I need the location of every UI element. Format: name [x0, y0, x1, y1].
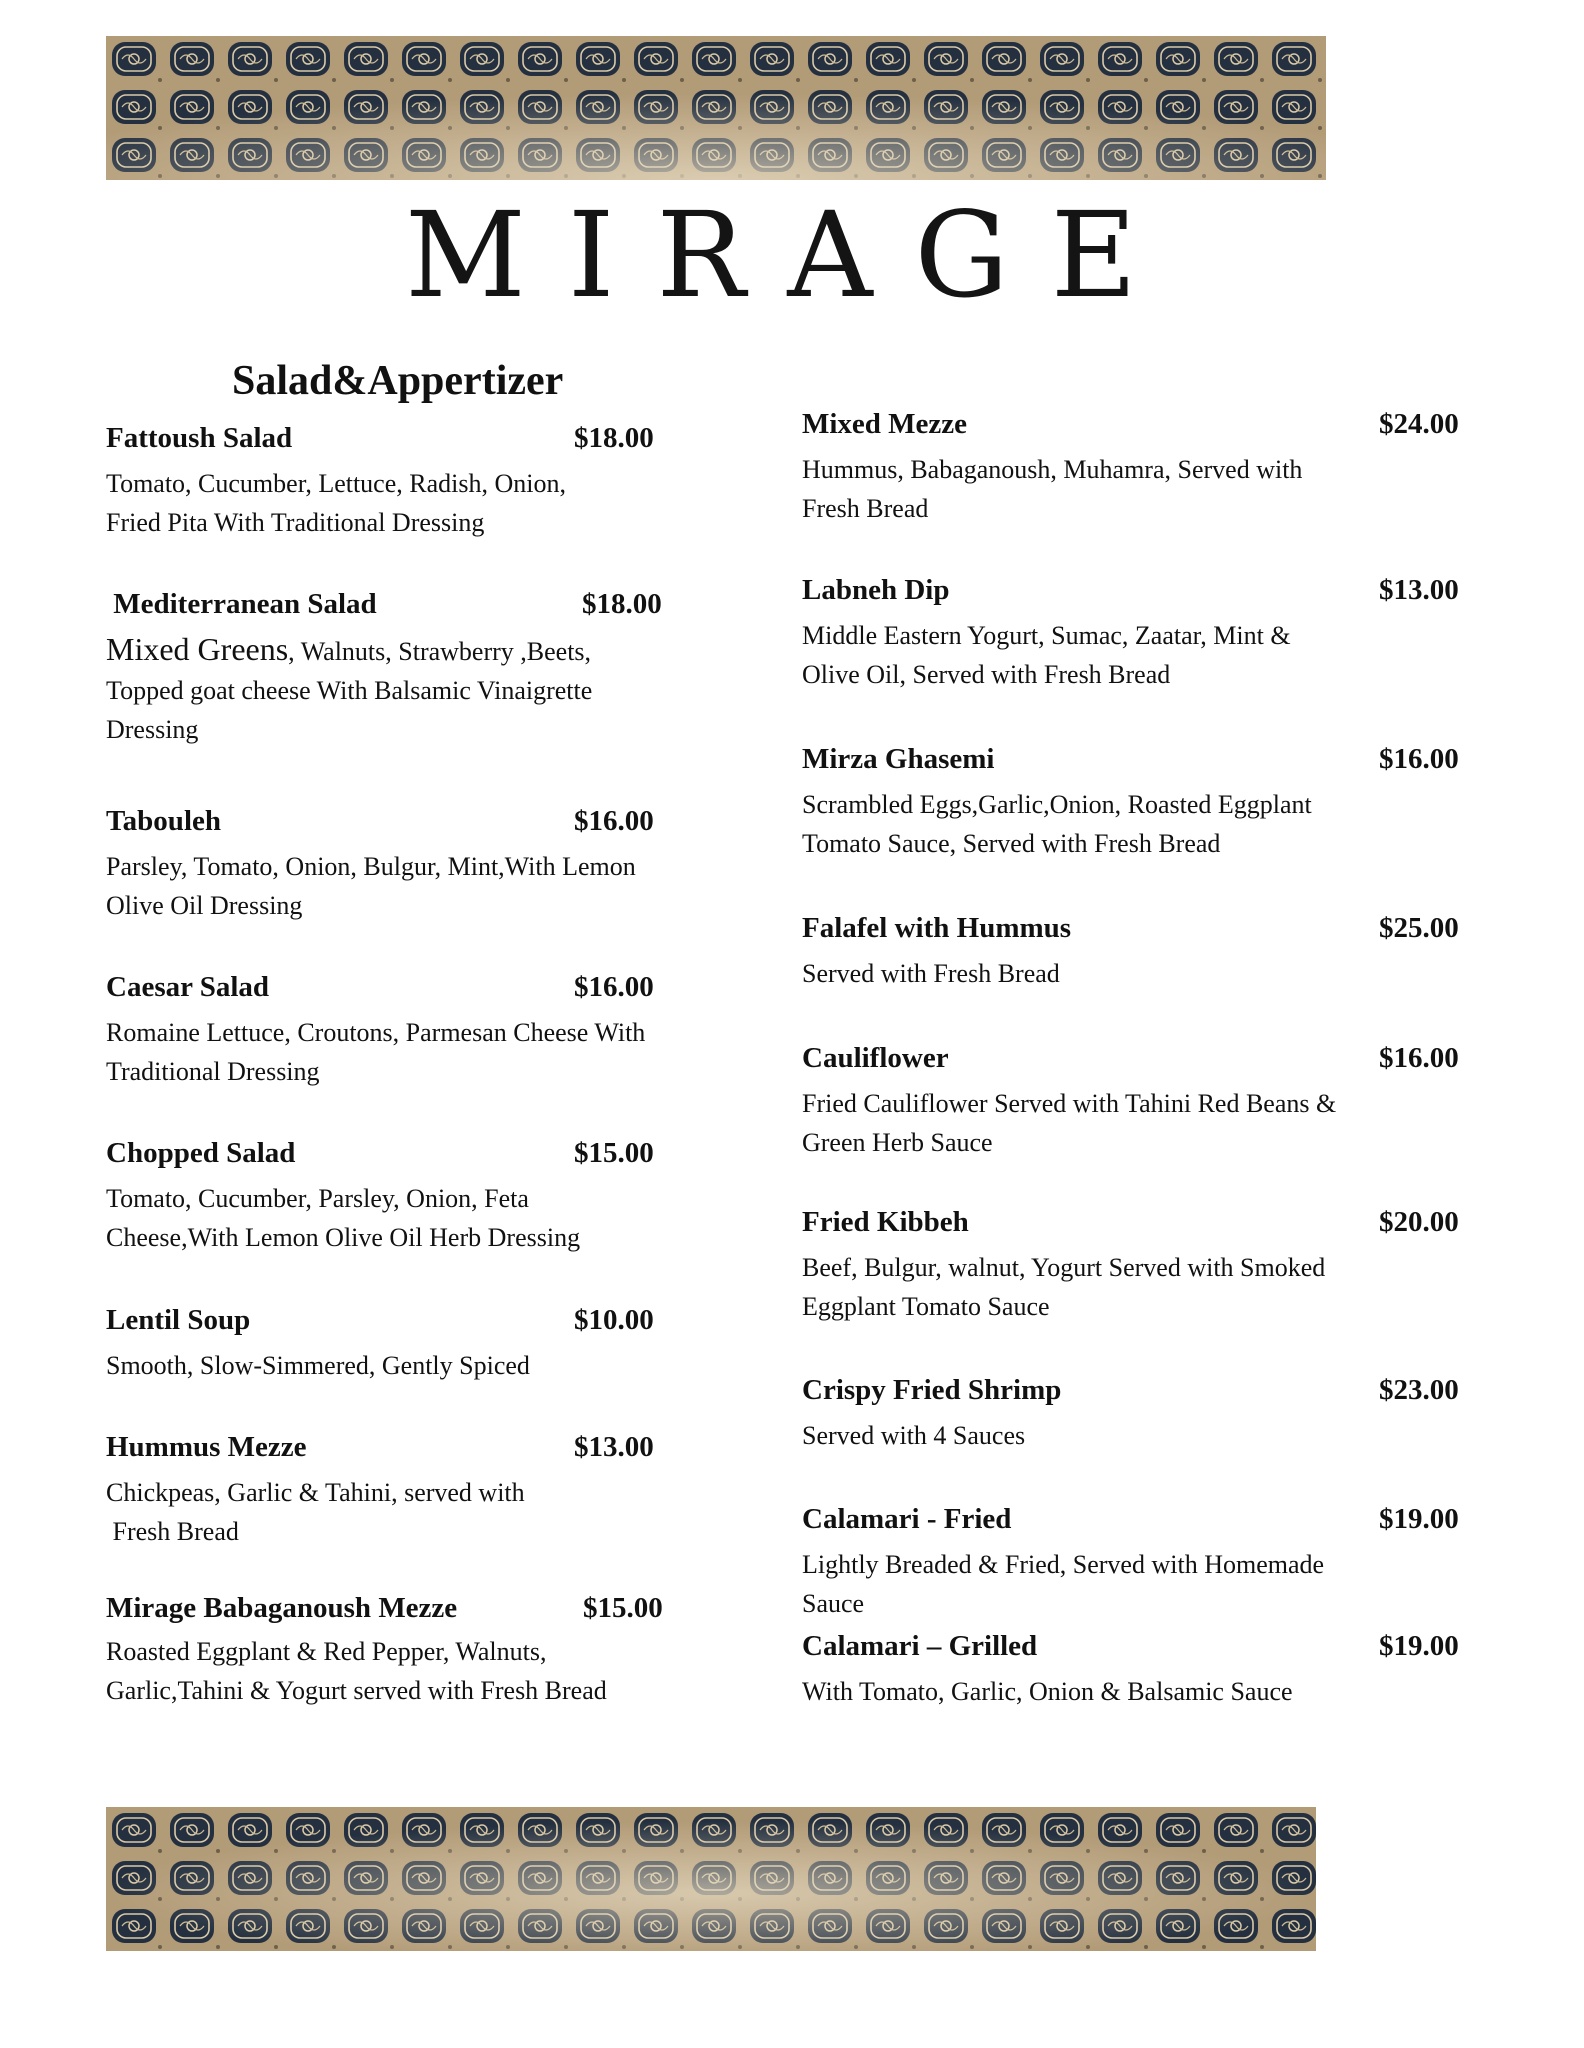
item-price: $19.00 [1379, 1630, 1459, 1662]
item-description: Mixed Greens, Walnuts, Strawberry ,Beets, Topped goat cheese With Balsamic Vinaigrette Dressing [106, 631, 593, 744]
bottom-tile-banner [106, 1807, 1316, 1951]
item-name: Caesar Salad [106, 971, 270, 1003]
item-price: $23.00 [1379, 1374, 1459, 1406]
item-description: Tomato, Cucumber, Lettuce, Radish, Onion, Fried Pita With Traditional Dressing [106, 469, 566, 537]
item-price: $10.00 [574, 1304, 654, 1336]
item-description: Tomato, Cucumber, Parsley, Onion, Feta Cheese,With Lemon Olive Oil Herb Dressing [106, 1184, 581, 1252]
item-name: Tabouleh [106, 805, 221, 837]
item-name: Mediterranean Salad [106, 588, 377, 620]
item-description: Hummus, Babaganoush, Muhamra, Served with Fresh Bread [802, 455, 1303, 523]
item-price: $16.00 [574, 805, 654, 837]
item-price: $19.00 [1379, 1503, 1459, 1535]
item-description: Scrambled Eggs,Garlic,Onion, Roasted Eggplant Tomato Sauce, Served with Fresh Bread [802, 790, 1312, 858]
item-name: Chopped Salad [106, 1137, 296, 1169]
item-description: Fried Cauliflower Served with Tahini Red Beans & Green Herb Sauce [802, 1089, 1337, 1157]
item-description: With Tomato, Garlic, Onion & Balsamic Sauce [802, 1677, 1293, 1706]
top-tile-banner [106, 36, 1326, 180]
item-name: Falafel with Hummus [802, 912, 1072, 944]
item-name: Crispy Fried Shrimp [802, 1374, 1062, 1406]
item-price: $24.00 [1379, 408, 1459, 440]
item-description: Roasted Eggplant & Red Pepper, Walnuts, Garlic,Tahini & Yogurt served with Fresh Bread [106, 1637, 607, 1705]
item-name: Fried Kibbeh [802, 1206, 969, 1238]
item-price: $13.00 [574, 1431, 654, 1463]
item-price: $13.00 [1379, 574, 1459, 606]
item-price: $15.00 [583, 1592, 663, 1624]
item-price: $16.00 [1379, 1042, 1459, 1074]
item-name: Mirage Babaganoush Mezze [106, 1592, 458, 1624]
item-description: Served with Fresh Bread [802, 959, 1060, 988]
item-price: $15.00 [574, 1137, 654, 1169]
item-name: Mirza Ghasemi [802, 743, 995, 775]
item-name: Mixed Mezze [802, 408, 968, 440]
item-name: Calamari – Grilled [802, 1630, 1038, 1662]
item-price: $20.00 [1379, 1206, 1459, 1238]
tile-pattern-image [106, 36, 1326, 180]
item-description: Lightly Breaded & Fried, Served with Homemade Sauce [802, 1550, 1325, 1618]
item-description: Parsley, Tomato, Onion, Bulgur, Mint,With Lemon Olive Oil Dressing [106, 852, 636, 920]
item-description: Chickpeas, Garlic & Tahini, served with Fresh Bread [106, 1478, 525, 1546]
item-name: Hummus Mezze [106, 1431, 307, 1463]
section-title: Salad&Appertizer [232, 358, 564, 404]
item-price: $16.00 [1379, 743, 1459, 775]
item-description: Romaine Lettuce, Croutons, Parmesan Cheese With Traditional Dressing [106, 1018, 646, 1086]
item-price: $25.00 [1379, 912, 1459, 944]
restaurant-logo: MIRAGE [405, 186, 1179, 324]
item-name: Labneh Dip [802, 574, 950, 606]
item-description: Served with 4 Sauces [802, 1421, 1026, 1450]
item-price: $18.00 [582, 588, 662, 620]
item-description: Beef, Bulgur, walnut, Yogurt Served with Smoked Eggplant Tomato Sauce [802, 1253, 1326, 1321]
item-description: Smooth, Slow-Simmered, Gently Spiced [106, 1351, 530, 1380]
item-description: Middle Eastern Yogurt, Sumac, Zaatar, Mint & Olive Oil, Served with Fresh Bread [802, 621, 1291, 689]
item-name: Lentil Soup [106, 1304, 251, 1336]
item-name: Calamari - Fried [802, 1503, 1012, 1535]
item-name: Cauliflower [802, 1042, 949, 1074]
item-price: $16.00 [574, 971, 654, 1003]
tile-pattern-image [106, 1807, 1316, 1951]
item-price: $18.00 [574, 422, 654, 454]
item-name: Fattoush Salad [106, 422, 293, 454]
